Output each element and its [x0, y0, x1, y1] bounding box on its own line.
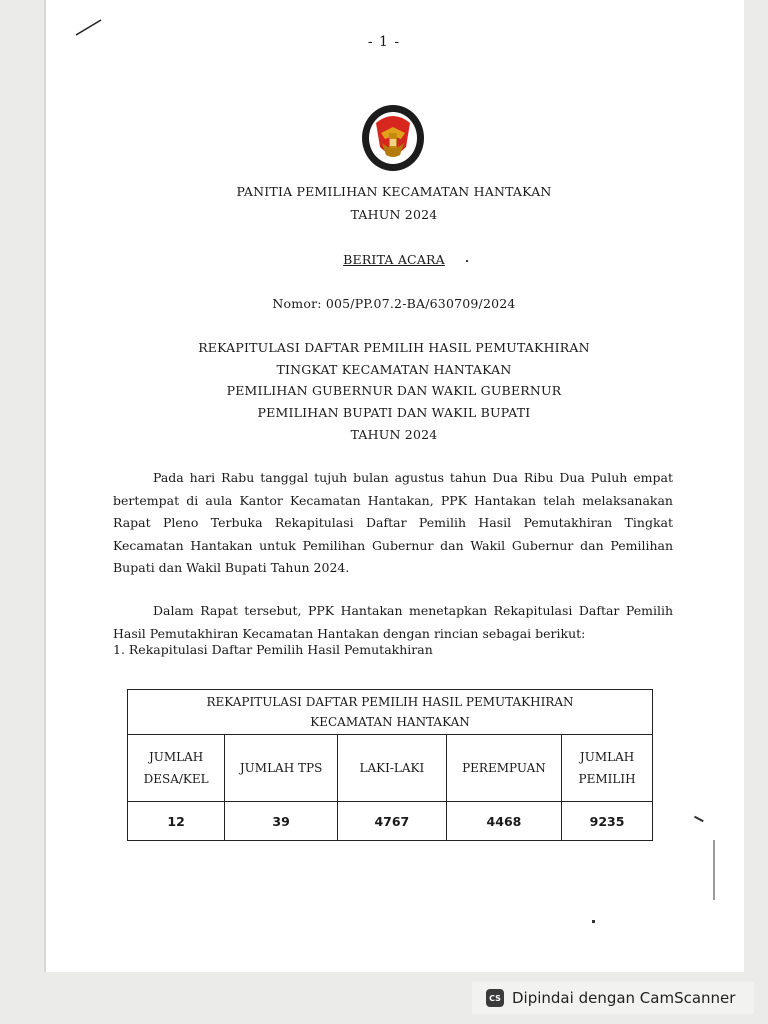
subject-line-2: TINGKAT KECAMATAN HANTAKAN	[276, 362, 512, 377]
document-type	[10, 252, 768, 267]
table-title-line-2: KECAMATAN HANTAKAN	[310, 715, 470, 729]
camscanner-watermark	[472, 982, 754, 1014]
subject-line-1: REKAPITULASI DAFTAR PEMILIH HASIL PEMUTAKHIRAN	[198, 340, 590, 355]
header-jumlah-tps: JUMLAH TPS	[225, 735, 338, 802]
value-perempuan: 4468	[446, 802, 561, 841]
kpu-logo-icon	[360, 103, 426, 173]
header-jumlah-desa: JUMLAH DESA/KEL	[128, 735, 225, 802]
list-item-1: 1. Rekapitulasi Daftar Pemilih Hasil Pemutakhiran	[113, 642, 433, 657]
paragraph-2	[113, 600, 673, 645]
subject-line-4: PEMILIHAN BUPATI DAN WAKIL BUPATI	[257, 405, 531, 420]
document-type-label: BERITA ACARA	[343, 252, 445, 267]
header-perempuan: PEREMPUAN	[446, 735, 561, 802]
document-number: Nomor: 005/PP.07.2-BA/630709/2024	[272, 296, 516, 311]
subject-line-5: TAHUN 2024	[350, 427, 438, 442]
paragraph-1	[113, 467, 673, 580]
committee-name: PANITIA PEMILIHAN KECAMATAN HANTAKAN	[236, 184, 552, 199]
value-laki-laki: 4767	[337, 802, 446, 841]
paragraph-2-text: Dalam Rapat tersebut, PPK Hantakan menetapkan Rekapitulasi Daftar Pemilih Hasil Pemutakhiran Kecamatan Hantakan dengan rincian sebagai berikut:	[113, 603, 673, 641]
watermark-text: Dipindai dengan CamScanner	[512, 989, 736, 1007]
table-title-line-1: REKAPITULASI DAFTAR PEMILIH HASIL PEMUTAKHIRAN	[206, 695, 574, 709]
page-number: - 1 -	[367, 34, 401, 50]
header-laki-laki: LAKI-LAKI	[337, 735, 446, 802]
header-jumlah-pemilih: JUMLAH PEMILIH	[562, 735, 653, 802]
camscanner-icon: CS	[486, 989, 504, 1007]
scan-speck	[466, 260, 468, 262]
table-title	[128, 690, 653, 735]
subject-line-3: PEMILIHAN GUBERNUR DAN WAKIL GUBERNUR	[226, 383, 562, 398]
scan-edge-mark	[713, 840, 715, 900]
page-edge-shadow	[44, 0, 46, 972]
scan-speck	[592, 920, 595, 923]
paragraph-1-text: Pada hari Rabu tanggal tujuh bulan agustus tahun Dua Ribu Dua Puluh empat bertempat di aula Kantor Kecamatan Hantakan, PPK Hantakan telah melaksanakan Rapat Pleno Terbuka Rekapitulasi Daftar Pemilih Hasil Pemutakhiran Tingkat Kecamatan Hantakan untuk Pemilihan Gubernur dan Wakil Gubernur dan Pemilihan Bupati dan Wakil Bupati Tahun 2024.	[113, 470, 673, 576]
value-jumlah-desa: 12	[128, 802, 225, 841]
recap-table	[127, 689, 653, 841]
value-jumlah-tps: 39	[225, 802, 338, 841]
value-jumlah-pemilih: 9235	[562, 802, 653, 841]
header-year: TAHUN 2024	[350, 207, 438, 222]
